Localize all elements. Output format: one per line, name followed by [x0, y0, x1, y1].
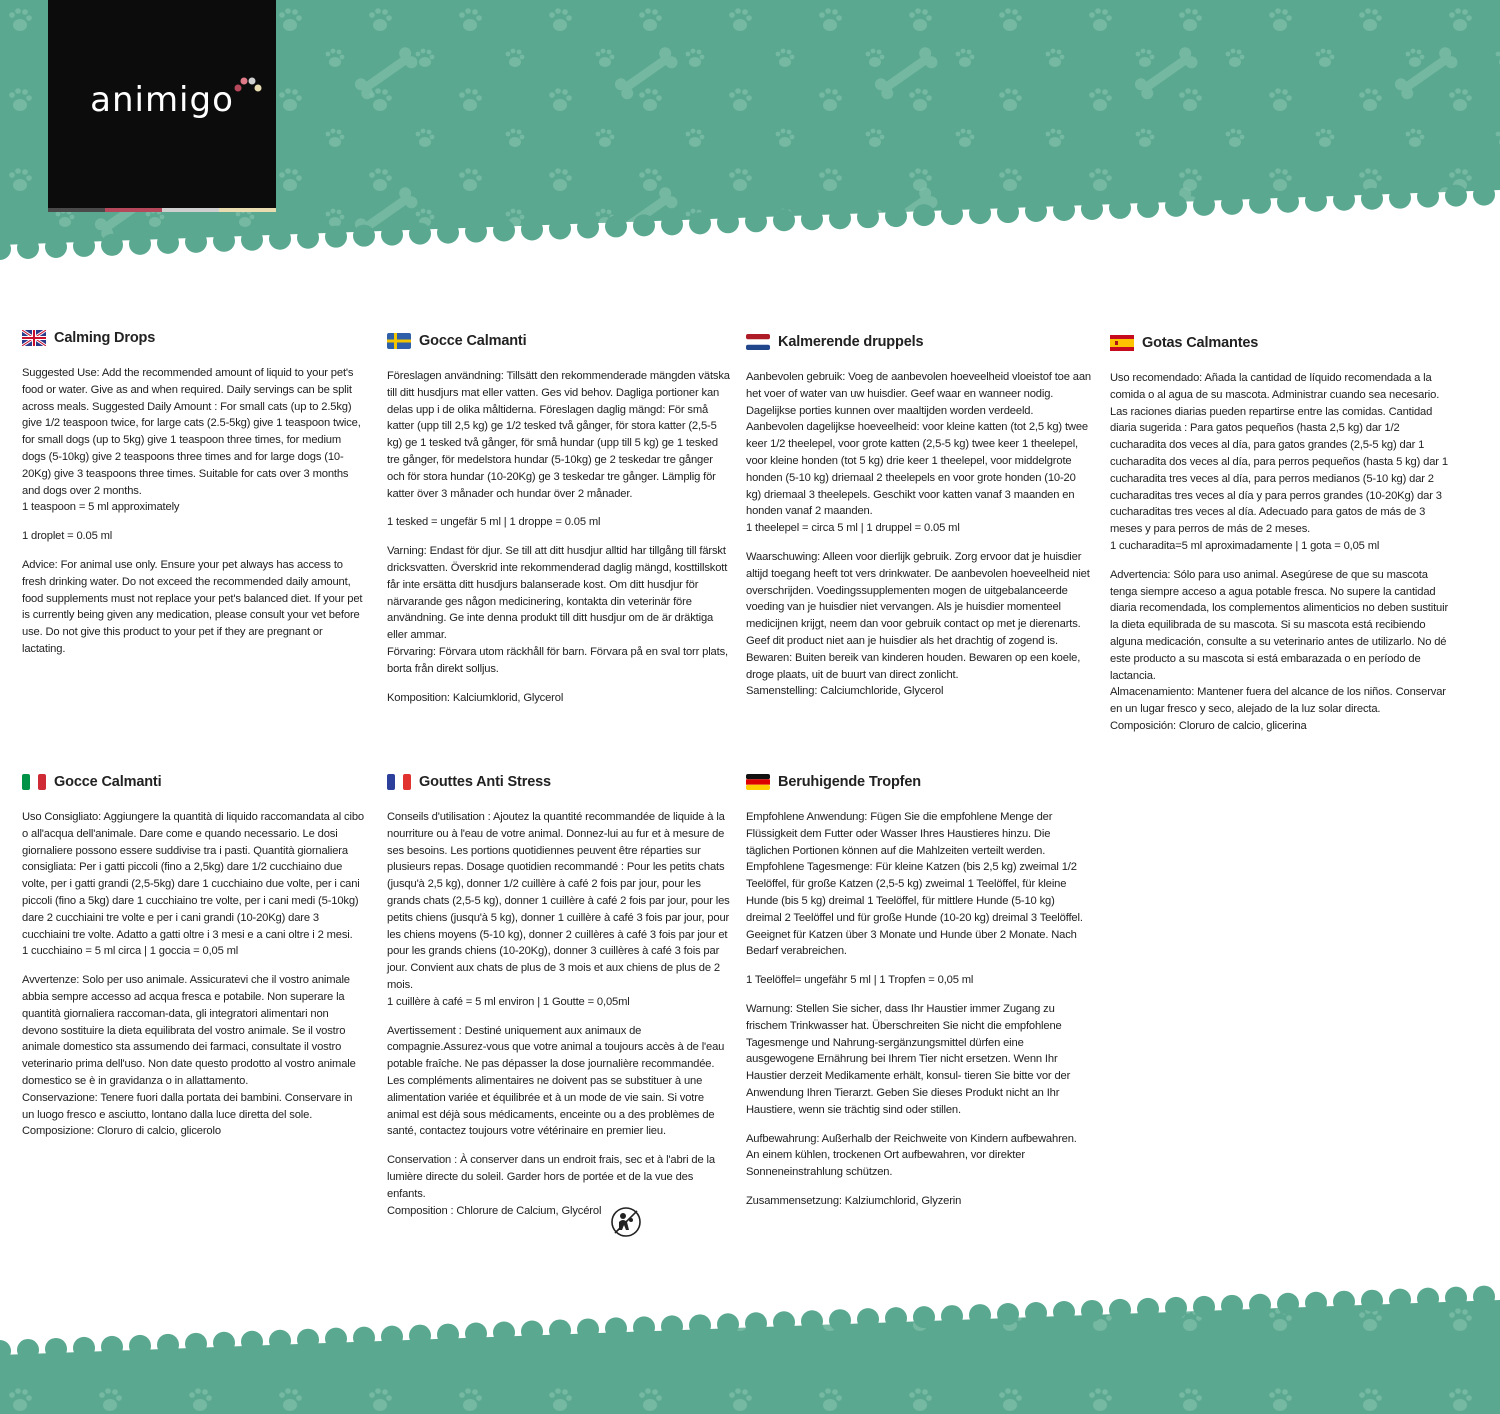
section-paragraph: Avvertenze: Solo per uso animale. Assicuratevi che il vostro animale abbia sempre accesso ad acqua fresca e potabile. Non superare la quantità giornaliera raccoman-data, gli integratori alimentari non devono sostituire la dieta equilibrata del vostro animale. Se il vostro animale domestico sta assumendo dei farmaci, consultate il vostro veterinario prima dell'uso. Non date questo prodotto al vostro animale domestico se è in gravidanza o in allattamento. — [22, 974, 356, 1087]
section-header — [746, 771, 1091, 793]
scallop — [465, 1323, 487, 1345]
sweden-flag-icon — [387, 333, 411, 349]
scallop — [633, 1316, 655, 1338]
scallop — [129, 1335, 151, 1357]
scallop — [717, 1313, 739, 1335]
scallop — [185, 1333, 207, 1355]
scallop — [689, 212, 711, 234]
section-header — [22, 327, 367, 349]
scallop — [325, 1328, 347, 1350]
scallop — [1389, 187, 1411, 209]
scallop — [605, 215, 627, 237]
section-paragraph: 1 theelepel = circa 5 ml | 1 druppel = 0.05 ml — [746, 522, 960, 535]
scallop — [801, 208, 823, 230]
scallop — [409, 223, 431, 245]
section-header — [387, 771, 732, 793]
scallop — [577, 216, 599, 238]
scallop — [605, 1317, 627, 1339]
section-it — [22, 771, 367, 1140]
scallop — [1025, 200, 1047, 222]
scallop — [101, 234, 123, 256]
uk-flag-icon — [22, 330, 46, 346]
keep-out-of-reach-of-children-icon — [610, 1206, 642, 1238]
scallop — [1109, 197, 1131, 219]
scallop — [1053, 1301, 1075, 1323]
section-title: Gocce Calmanti — [419, 332, 527, 349]
scallop — [1249, 1294, 1271, 1316]
scallop — [885, 1307, 907, 1329]
scallop — [493, 220, 515, 242]
section-paragraph: Waarschuwing: Alleen voor dierlijk gebruik. Zorg ervoor dat je huisdier altijd toegang heeft tot vers drinkwater. De aanbevolen hoeveelheid niet overschrijden. Voedingssupplementen mogen de uitgebalanceerde voeding van je huisdier niet vervangen. Als je huisdier momenteel medicijnen krijgt, neem dan voor gebruik contact op met je dierenarts. Geef dit product niet aan je huisdier als het drachtig of zogend is. — [746, 550, 1090, 647]
section-paragraph: 1 teaspoon = 5 ml approximately — [22, 501, 180, 514]
section-en — [22, 327, 367, 658]
scallop — [913, 1306, 935, 1328]
scallop — [381, 224, 403, 246]
scallop — [45, 236, 67, 258]
scallop — [1361, 1290, 1383, 1312]
scallop — [269, 1330, 291, 1352]
scallop — [1333, 189, 1355, 211]
scallop — [1473, 184, 1495, 206]
scallop — [969, 202, 991, 224]
scallop — [437, 1324, 459, 1346]
footer-band — [0, 1280, 1500, 1414]
scallop — [549, 1319, 571, 1341]
section-title: Gotas Calmantes — [1142, 334, 1259, 351]
section-title: Kalmerende druppels — [778, 333, 924, 350]
section-se — [387, 330, 732, 706]
netherlands-flag-icon — [746, 334, 770, 350]
section-fr — [387, 771, 732, 1219]
scallop — [829, 1309, 851, 1331]
scallop — [1305, 190, 1327, 212]
scallop — [493, 1322, 515, 1344]
section-title: Gouttes Anti Stress — [419, 773, 551, 790]
scallop — [157, 1334, 179, 1356]
germany-flag-icon — [746, 774, 770, 790]
scallop — [1053, 199, 1075, 221]
section-paragraph: Empfohlene Anwendung: Fügen Sie die empfohlene Menge der Flüssigkeit dem Futter oder Wasser Ihres Haustieres hinzu. Die täglichen Portionen können auf die Mahlzeiten verteilt werden. Empfohlene Tagesmenge: Für kleine Katzen (bis 2,5 kg) zweimal 1/2 Teelöffel, für große Katzen (2,5-5 kg) zweimal 1 Teelöffel, für kleine Hunde (bis 5 kg) dreimal 1 Teelöffel, für mittlere Hunde (5-10 kg) dreimal 2 Teelöffel und für große Hunde (10-20 kg) dreimal 3 Teelöffel. Geeignet für Katzen über 3 Monate und Hunde über 2 Monate. Nach Bedarf verabreichen. — [746, 811, 1083, 958]
scallop — [829, 207, 851, 229]
scallop — [157, 232, 179, 254]
scallop — [1137, 196, 1159, 218]
section-paragraph: Warnung: Stellen Sie sicher, dass Ihr Haustier immer Zugang zu frischem Trinkwasser hat. Überschreiten Sie nicht die empfohlene Tagesmenge und Nahrung-sergänzungsmittel dürfen eine ausgewogene Ernährung bei Ihrem Tier nicht ersetzen. Wenn Ihr Haustier derzeit Medikamente erhält, konsul- tieren Sie bitte vor der Anwendung Ihren Tierarzt. Geben Sie dieses Produkt nicht an Ihr Haustiere, wenn sie trächtig sind oder stillen. — [746, 1002, 1071, 1116]
scallop — [857, 206, 879, 228]
section-paragraph: Uso recomendado: Añada la cantidad de líquido recomendada a la comida o al agua de su mascota. Administrar cuando sea necesario. Las raciones diarias pueden repartirse entre las comidas. Cantidad diaria sugerida : Para gatos pequeños (hasta 2,5 kg) dar 1/2 cucharadita dos veces al día, para gatos grandes (2,5-5 kg) dar 1 cucharadita dos veces al día, para perros pequeños (hasta 5 kg) dar 1 cucharadita tres veces al día, para perros medianos (5-10 kg) dar 2 cucharaditas tres veces al día y para perros grandes (10-20Kg) dar 3 cucharaditas tres veces al día. Adecuado para gatos de más de 3 meses y para perros de más de 2 meses. — [1110, 372, 1448, 536]
section-title: Gocce Calmanti — [54, 773, 162, 790]
scallop — [941, 203, 963, 225]
scallop — [661, 213, 683, 235]
section-paragraph: 1 cucchiaino = 5 ml circa | 1 goccia = 0,05 ml — [22, 945, 239, 958]
scallop — [521, 1320, 543, 1342]
section-paragraph: 1 droplet = 0.05 ml — [22, 530, 113, 543]
section-paragraph: Föreslagen användning: Tillsätt den rekommenderade mängden vätska till ditt husdjurs mat eller vatten. Ges vid behov. Dagliga portioner kan delas upp i de olika måltiderna. Föreslagen daglig mängd: För små katter (upp till 2,5 kg) ge 1/2 tesked två gånger, för stora katter (2,5-5 kg) ge 1 tesked två gånger, för små hundar (upp till 5 kg) ge 1 tesked tre gånger, för medelstora hundar (5-10kg) ge 2 teskedar tre gånger och för stora hundar (10-20Kg) ge 3 teskedar tre gånger. Lämplig för katter över 3 månader och hundar över 2 månader. — [387, 370, 730, 500]
section-title: Beruhigende Tropfen — [778, 773, 921, 790]
section-paragraph: Advertencia: Sólo para uso animal. Asegúrese de que su mascota tenga siempre acceso a agua potable fresca. No supere la cantidad diaria recomendada, los complementos alimenticios no deben sustituir la dieta equilibrada de su mascota. Si su mascota está recibiendo alguna medicación, consulte a su veterinario antes de utilizarlo. No dé este producto a su mascota si está embarazada o en período de lactancia. — [1110, 568, 1449, 682]
scallop — [1361, 188, 1383, 210]
section-title: Calming Drops — [54, 329, 156, 346]
scallop — [549, 217, 571, 239]
scallop — [1277, 1293, 1299, 1315]
logo-wordmark: animigo — [90, 80, 234, 120]
scallop — [101, 1336, 123, 1358]
spain-flag-icon — [1110, 335, 1134, 351]
section-paragraph: Uso Consigliato: Aggiungere la quantità di liquido raccomandata al cibo o all'acqua dell'animale. Dare come e quando necessario. Le dosi giornaliere possono essere suddivise tra i pasti. Quantità giornaliera consigliata: Per i gatti piccoli (fino a 2,5kg) dare 1/2 cucchiaino due volte, per i gatti grandi (2,5-5kg) dare 1 cucchiaino due volte, per i cani piccoli (fino a 5kg) dare 1 cucchiaino tre volte, per i cani medi (5-10kg) dare 2 cucchiaini tre volte e per i cani grandi (10-20Kg) dare 3 cucchiaini tre volte. Adatto a gatti oltre i 3 mesi e a cani oltre i 2 mesi. — [22, 811, 364, 941]
scallop — [73, 1337, 95, 1359]
scallop — [941, 1305, 963, 1327]
scallop — [1193, 1296, 1215, 1318]
scallop — [913, 204, 935, 226]
section-header — [22, 771, 367, 793]
section-paragraph: Advice: For animal use only. Ensure your pet always has access to fresh drinking water. Do not exceed the recommended daily amount, food supplements must not replace your pet's balanced diet. If your pet is currently being given any medication, please consult your vet before use. Do not give this product to your pet if they are pregnant or lactating. — [22, 558, 363, 655]
scallop — [1193, 194, 1215, 216]
scallop — [1277, 191, 1299, 213]
scallop — [437, 222, 459, 244]
section-paragraph: Aanbevolen gebruik: Voeg de aanbevolen hoeveelheid vloeistof toe aan het voer of water van uw huisdier. Geef waar en wanneer nodig. Dagelijkse porties kunnen over maaltijden worden verdeeld. Aanbevolen dagelijkse hoeveelheid: voor kleine katten (tot 2,5 kg) twee keer 1/2 theelepel, voor grote katten (2,5-5 kg) twee keer 1 theelepel, voor kleine honden (tot 5 kg) drie keer 1 theelepel, voor middelgrote honden (5-10 kg) driemaal 2 theelepels en voor grote honden (10-20 kg) driemaal 3 theelepels. Geschikt voor katten vanaf 3 maanden en honden vanaf 2 maanden. — [746, 371, 1091, 518]
scallop — [717, 211, 739, 233]
section-nl — [746, 331, 1091, 700]
section-paragraph: Composición: Cloruro de calcio, glicerina — [1110, 719, 1307, 732]
section-paragraph: Almacenamiento: Mantener fuera del alcance de los niños. Conservar en un lugar fresco y seco, alejado de la luz solar directa. — [1110, 686, 1446, 716]
scallop — [73, 235, 95, 257]
brand-logo — [48, 0, 276, 212]
section-paragraph: 1 cuillère à café = 5 ml environ | 1 Goutte = 0,05ml — [387, 995, 630, 1008]
section-paragraph: Komposition: Kalciumklorid, Glycerol — [387, 691, 564, 704]
scallop — [857, 1308, 879, 1330]
scallop — [1445, 185, 1467, 207]
section-es — [1110, 332, 1455, 735]
scallop — [1081, 198, 1103, 220]
section-paragraph: 1 Teelöffel= ungefähr 5 ml | 1 Tropfen = 0,05 ml — [746, 974, 974, 987]
scallop — [409, 1325, 431, 1347]
scallop — [213, 230, 235, 252]
scallop — [1081, 1300, 1103, 1322]
scallop — [577, 1318, 599, 1340]
scallop — [465, 221, 487, 243]
section-paragraph: Förvaring: Förvara utom räckhåll för barn. Förvara på en sval torr plats, borta från direkt solljus. — [387, 645, 728, 675]
scallop — [1221, 193, 1243, 215]
scallop — [353, 225, 375, 247]
scallop — [353, 1327, 375, 1349]
scallop — [129, 233, 151, 255]
scallop — [45, 1338, 67, 1360]
scallop — [17, 1339, 39, 1361]
scallop — [745, 210, 767, 232]
section-header — [746, 331, 1091, 353]
scallop — [241, 1331, 263, 1353]
scallop — [185, 231, 207, 253]
scallop — [241, 229, 263, 251]
scallop — [1221, 1295, 1243, 1317]
scallop — [521, 218, 543, 240]
scallop — [1165, 1297, 1187, 1319]
footer-band-shape — [0, 1280, 1500, 1414]
section-paragraph: Conservation : À conserver dans un endroit frais, sec et à l'abri de la lumière directe du soleil. Garder hors de portée et de la vue des enfants. — [387, 1154, 715, 1200]
scallop — [1333, 1291, 1355, 1313]
scallop — [297, 227, 319, 249]
section-paragraph: Zusammensetzung: Kalziumchlorid, Glyzerin — [746, 1194, 962, 1207]
section-paragraph: Conservazione: Tenere fuori dalla portata dei bambini. Conservare in un luogo fresco e asciutto, lontano dalla luce diretta del sole. — [22, 1091, 353, 1121]
scallop — [997, 201, 1019, 223]
scallop — [885, 205, 907, 227]
scallop — [745, 1312, 767, 1334]
section-de — [746, 771, 1091, 1210]
scallop — [801, 1310, 823, 1332]
scallop — [1025, 1302, 1047, 1324]
scallop — [17, 237, 39, 259]
scallop — [1249, 192, 1271, 214]
scallop — [1417, 1288, 1439, 1310]
section-paragraph: Aufbewahrung: Außerhalb der Reichweite von Kindern aufbewahren. An einem kühlen, trockenen Ort aufbewahren, vor direkter Sonneneinstrahlung schützen. — [746, 1132, 1077, 1179]
scallop — [381, 1326, 403, 1348]
scallop — [773, 1311, 795, 1333]
scallop — [1305, 1292, 1327, 1314]
logo-color-strip — [48, 208, 276, 212]
section-paragraph: 1 cucharadita=5 ml aproximadamente | 1 gota = 0,05 ml — [1110, 539, 1380, 552]
scallop — [1137, 1298, 1159, 1320]
section-paragraph: 1 tesked = ungefär 5 ml | 1 droppe = 0.05 ml — [387, 516, 601, 529]
scallop — [213, 1332, 235, 1354]
scallop — [773, 209, 795, 231]
scallop — [1445, 1287, 1467, 1309]
italy-flag-icon — [22, 774, 46, 790]
scallop — [689, 1314, 711, 1336]
paw-icon — [233, 74, 263, 96]
section-header — [387, 330, 732, 352]
section-paragraph: Samenstelling: Calciumchloride, Glycerol — [746, 685, 944, 698]
scallop — [1417, 186, 1439, 208]
scallop — [1109, 1299, 1131, 1321]
scallop — [1389, 1289, 1411, 1311]
scallop — [297, 1329, 319, 1351]
section-header — [1110, 332, 1455, 354]
section-paragraph: Composition : Chlorure de Calcium, Glycérol — [387, 1204, 602, 1217]
section-paragraph: Suggested Use: Add the recommended amount of liquid to your pet's food or water. Give as and when required. Daily servings can be split across meals. Suggested Daily Amount : For small cats (up to 2.5kg) give 1/2 teaspoon twice, for large cats (2.5-5kg) give 1 teaspoon twice, for small dogs (up to 5kg) give 1 teaspoon three times, for medium dogs (5-10kg) give 2 teaspoons three times and for large dogs (10-20Kg) give 3 teaspoons three times. Suitable for cats over 3 months and dogs over 2 months. — [22, 367, 361, 497]
scallop — [661, 1315, 683, 1337]
scallop — [1165, 195, 1187, 217]
section-paragraph: Composizione: Cloruro di calcio, glicerolo — [22, 1125, 221, 1138]
section-paragraph: Avertissement : Destiné uniquement aux animaux de compagnie.Assurez-vous que votre animal a toujours accès à de l'eau potable fraîche. Ne pas dépasser la dose journalière recommandée. Les compléments alimentaires ne doivent pas se substituer à une alimentation variée et équilibrée et à un mode de vie sain. Si votre animal est déjà sous médicaments, enceinte ou a des problèmes de santé, contactez toujours votre vétérinaire en premier lieu. — [387, 1024, 725, 1138]
scallop — [997, 1303, 1019, 1325]
section-paragraph: Bewaren: Buiten bereik van kinderen houden. Bewaren op een koele, droge plaats, uit de buurt van direct zonlicht. — [746, 651, 1081, 681]
scallop — [269, 228, 291, 250]
scallop — [325, 226, 347, 248]
section-paragraph: Varning: Endast för djur. Se till att ditt husdjur alltid har tillgång till färskt dricksvatten. Överskrid inte rekommenderad daglig mängd, kosttillskott får inte ersätta ditt husdjurs balanserade kost. Om ditt husdjur för närvarande ges någon medicinering, kontakta din veterinär före användning. Ge inte denna produkt till ditt husdjur om de är dräktiga eller ammar. — [387, 545, 728, 642]
section-paragraph: Conseils d'utilisation : Ajoutez la quantité recommandée de liquide à la nourriture ou à l'eau de votre animal. Donnez-lui au fur et à mesure de ses besoins. Les portions quotidiennes peuvent être réparties sur plusieurs repas. Dosage quotidien recommandé : Pour les petits chats (jusqu'à 2,5 kg), donner 1/2 cuillère à café 2 fois par jour, pour les grands chats (2,5-5 kg), donner 1 cuillère à café 2 fois par jour, pour les petits chiens (jusqu'à 5 kg), donner 1 cuillère à café 3 fois par jour, pour les chiens moyens (5-10 kg), donner 2 cuillères à café 3 fois par jour et pour les grands chiens (10-20Kg), donner 3 cuillères à café 3 fois par jour. Convient aux chats de plus de 3 mois et aux chiens de plus de 2 mois. — [387, 811, 730, 991]
scallop — [1473, 1286, 1495, 1308]
france-flag-icon — [387, 774, 411, 790]
scallop — [969, 1304, 991, 1326]
scallop — [633, 214, 655, 236]
